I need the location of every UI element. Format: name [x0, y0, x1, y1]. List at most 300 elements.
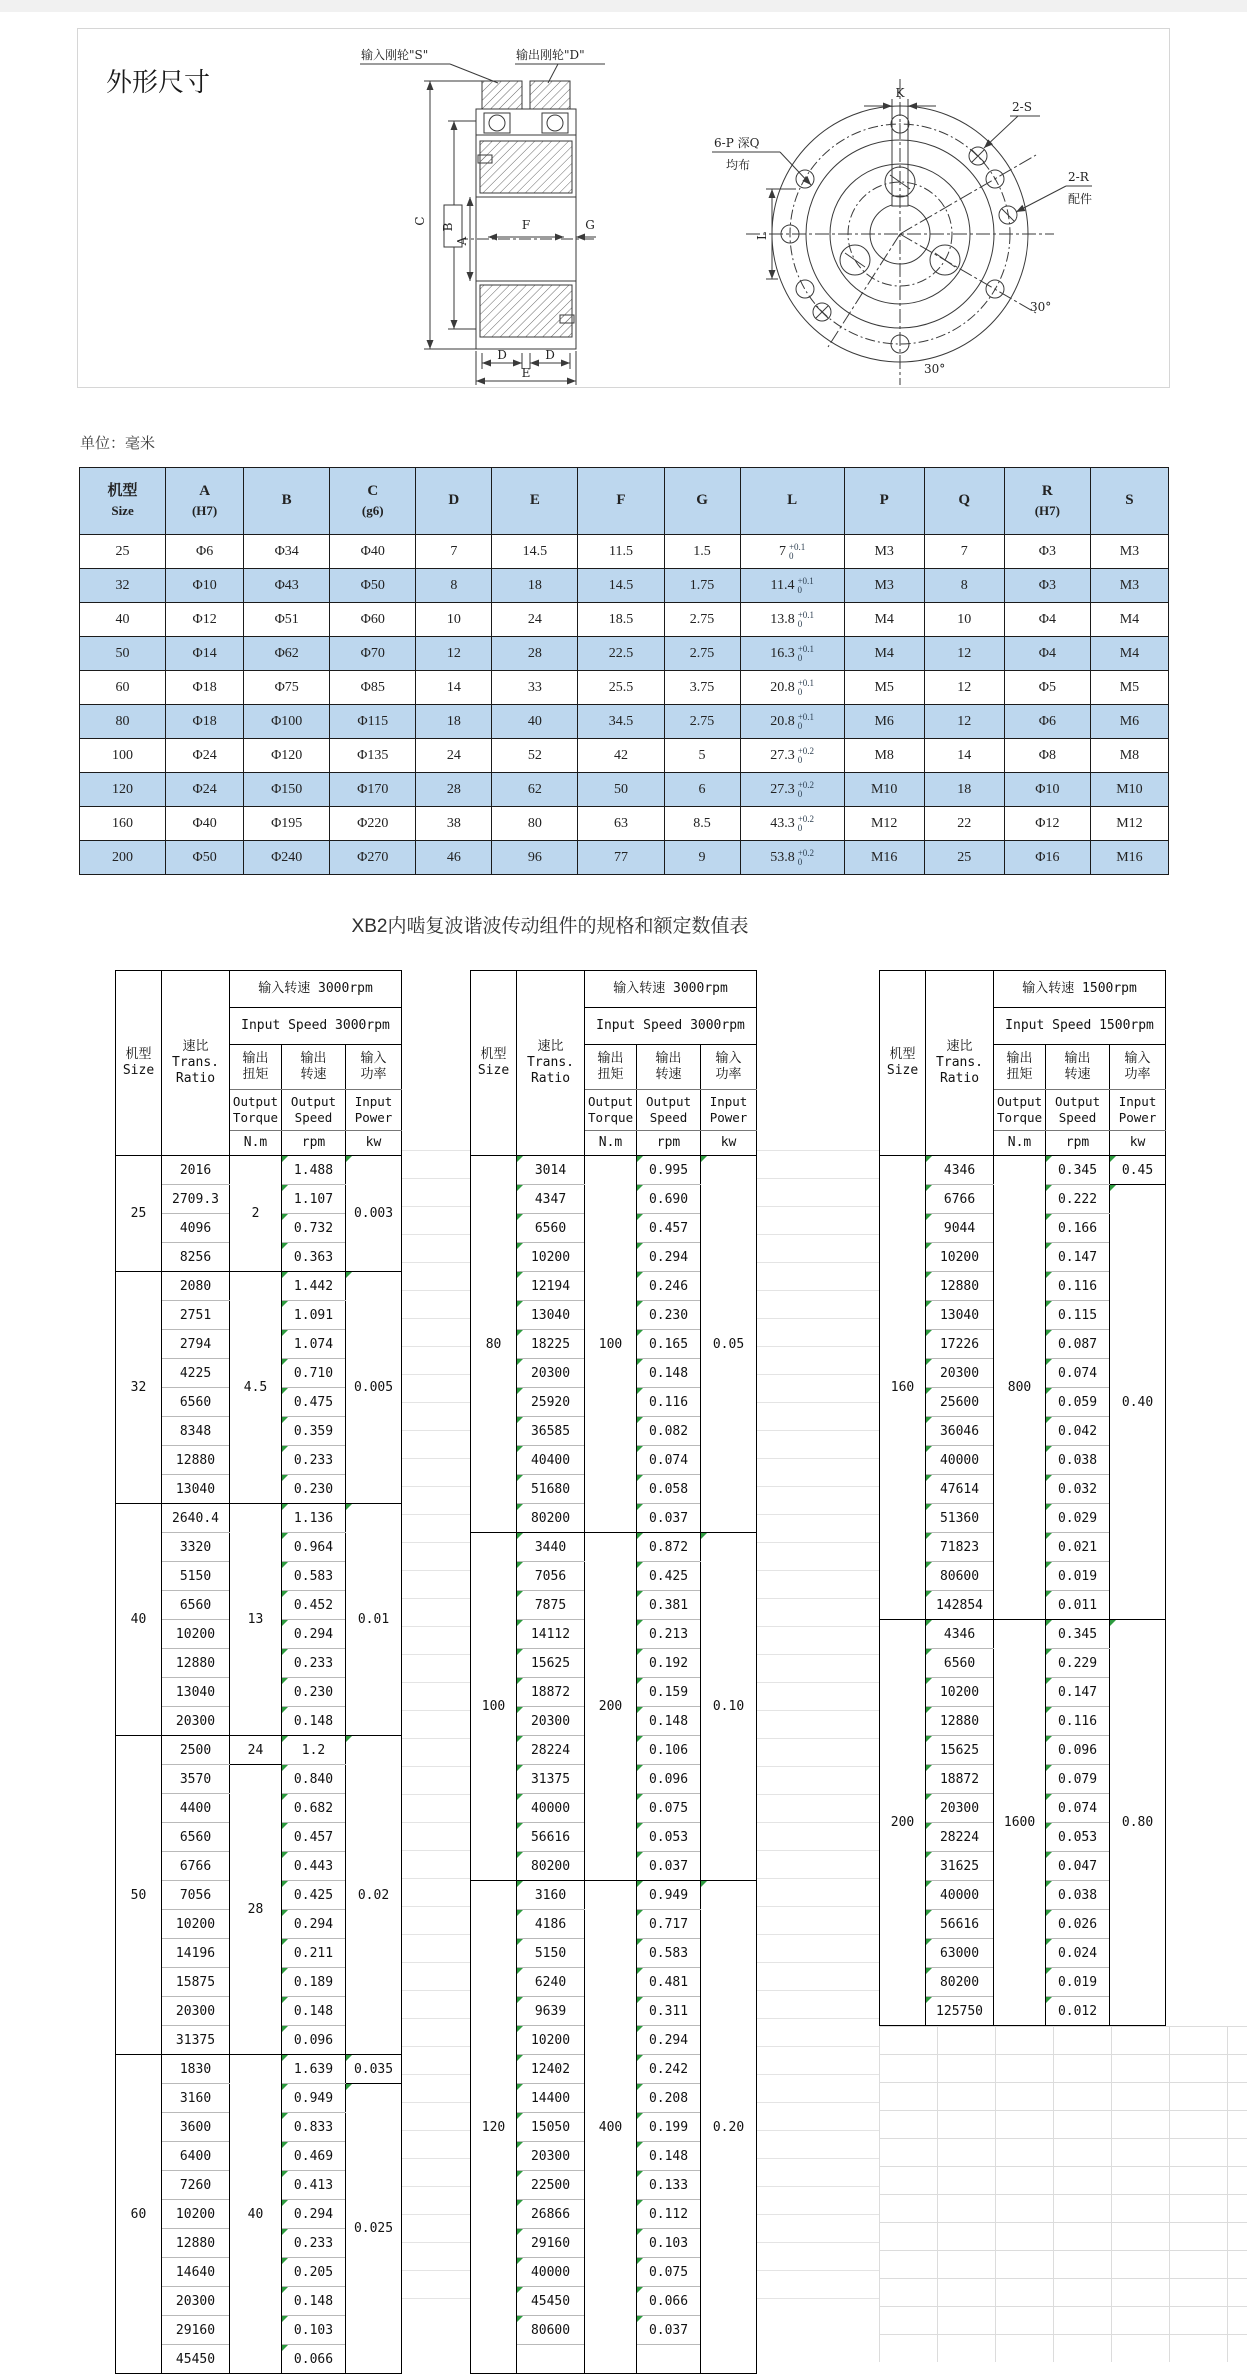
size-cell: 32 — [116, 1272, 162, 1504]
power-cell: 0.035 — [346, 2055, 402, 2084]
ratio-cell: 3320 — [162, 1533, 230, 1562]
ratio-cell: 3160 — [162, 2084, 230, 2113]
dim-cell: 12 — [924, 705, 1004, 739]
dimension-table-header — [80, 468, 1169, 535]
ratio-cell: 20300 — [517, 1707, 585, 1736]
ratio-cell: 14400 — [517, 2084, 585, 2113]
ratio-cell: 2640.4 — [162, 1504, 230, 1533]
ratio-cell: 5150 — [162, 1562, 230, 1591]
speed-cell — [637, 2345, 701, 2374]
speed-cell: 0.159 — [637, 1678, 701, 1707]
ratio-cell: 18225 — [517, 1330, 585, 1359]
table-row — [116, 1156, 402, 1185]
speed-cell: 0.037 — [637, 1852, 701, 1881]
speed-cell: 0.147 — [1046, 1678, 1110, 1707]
col-header-ratio: 速比 Trans. Ratio — [162, 971, 230, 1156]
col-header-en-1: Output Speed — [1046, 1090, 1110, 1131]
speed-cell: 0.148 — [637, 2142, 701, 2171]
dim-cell: 9 — [664, 841, 740, 875]
speed-cell: 0.233 — [282, 2229, 346, 2258]
dim-cell: Φ40 — [166, 807, 244, 841]
dimension-table-body — [80, 535, 1169, 875]
col-header-size: 机型 Size — [880, 971, 926, 1156]
col-header-en-0: Output Torque — [994, 1090, 1046, 1131]
ratio-cell: 20300 — [162, 2287, 230, 2316]
speed-cell: 0.294 — [282, 2200, 346, 2229]
dim-cell: Φ43 — [244, 569, 330, 603]
size-cell: 120 — [471, 1881, 517, 2374]
dim-cell: M3 — [844, 535, 924, 569]
ratio-cell: 12880 — [162, 2229, 230, 2258]
dim-cell: 40 — [80, 603, 166, 637]
dim-cell: 77 — [578, 841, 664, 875]
col-header-cn-2: 输入 功率 — [701, 1045, 757, 1090]
table-row — [116, 1736, 402, 1765]
dim-cell: Φ195 — [244, 807, 330, 841]
dim-cell: 25 — [80, 535, 166, 569]
ratio-cell: 10200 — [162, 1910, 230, 1939]
ratio-cell: 40000 — [517, 1794, 585, 1823]
output-wheel-label: 输出刚轮"D" — [516, 48, 585, 62]
dim-cell: 7 — [924, 535, 1004, 569]
dim-cell: M3 — [844, 569, 924, 603]
ratio-cell: 13040 — [162, 1678, 230, 1707]
drawing-title: 外形尺寸 — [106, 67, 211, 97]
speed-cell: 0.192 — [637, 1649, 701, 1678]
ratio-cell: 56616 — [926, 1910, 994, 1939]
dim-cell: 27.3 +0.2 0 — [740, 739, 844, 773]
dim-cell: 7 +0.1 0 — [740, 535, 844, 569]
table-row — [116, 1272, 402, 1301]
col-header-en-1: Output Speed — [637, 1090, 701, 1131]
speed-cell: 0.230 — [282, 1475, 346, 1504]
speed-cell: 0.148 — [282, 2287, 346, 2316]
power-cell: 0.01 — [346, 1504, 402, 1736]
speed-cell: 0.457 — [637, 1214, 701, 1243]
ratio-cell: 12880 — [162, 1446, 230, 1475]
ratio-cell: 8348 — [162, 1417, 230, 1446]
ratio-cell: 80600 — [517, 2316, 585, 2345]
ratio-cell: 3440 — [517, 1533, 585, 1562]
dim-col-header: E — [492, 468, 578, 535]
ratio-cell: 6560 — [926, 1649, 994, 1678]
dim-k-label: K — [895, 86, 905, 100]
torque-cell: 1600 — [994, 1620, 1046, 2026]
col-header-unit-0: N.m — [994, 1131, 1046, 1156]
col-header-en-2: Input Power — [346, 1090, 402, 1131]
spec-table-1 — [115, 970, 402, 2374]
ratio-cell: 8256 — [162, 1243, 230, 1272]
speed-cell: 0.011 — [1046, 1591, 1110, 1620]
table-gap — [757, 1150, 879, 2326]
dim-col-header: P — [844, 468, 924, 535]
ratio-cell: 2080 — [162, 1272, 230, 1301]
ratio-cell: 4400 — [162, 1794, 230, 1823]
col-header-en-2: Input Power — [701, 1090, 757, 1131]
dim-cell: Φ120 — [244, 739, 330, 773]
ratio-cell: 29160 — [517, 2229, 585, 2258]
ratio-cell: 12880 — [162, 1649, 230, 1678]
angle2-label: 30° — [924, 362, 946, 376]
speed-cell: 0.115 — [1046, 1301, 1110, 1330]
ratio-cell: 3570 — [162, 1765, 230, 1794]
ratio-cell: 80600 — [926, 1562, 994, 1591]
dim-cell: 25.5 — [578, 671, 664, 705]
speed-cell: 0.019 — [1046, 1562, 1110, 1591]
ratio-cell: 9044 — [926, 1214, 994, 1243]
dim-col-header: G — [664, 468, 740, 535]
ratio-cell: 7875 — [517, 1591, 585, 1620]
dim-cell: 1.5 — [664, 535, 740, 569]
size-cell: 200 — [880, 1620, 926, 2026]
dim-cell: 25 — [924, 841, 1004, 875]
speed-cell: 0.230 — [637, 1301, 701, 1330]
dim-b-label: B — [441, 222, 455, 232]
ratio-cell: 6240 — [517, 1968, 585, 1997]
ratio-cell: 12880 — [926, 1707, 994, 1736]
angle1-label: 30° — [1030, 300, 1052, 314]
table-row — [80, 807, 1169, 841]
col-header-cn-1: 输出 转速 — [1046, 1045, 1110, 1090]
speed-cell: 0.381 — [637, 1591, 701, 1620]
ratio-cell: 20300 — [162, 1707, 230, 1736]
torque-cell: 13 — [230, 1504, 282, 1736]
table-row — [880, 1620, 1166, 1649]
dim-l-label: L — [755, 232, 769, 240]
table-row — [80, 773, 1169, 807]
dim-cell: M3 — [1090, 569, 1168, 603]
dim-cell: Φ4 — [1004, 637, 1090, 671]
dim-cell: Φ170 — [330, 773, 416, 807]
torque-cell: 800 — [994, 1156, 1046, 1620]
speed-cell: 0.199 — [637, 2113, 701, 2142]
speed-cell: 0.116 — [1046, 1272, 1110, 1301]
dim-col-header: A (H7) — [166, 468, 244, 535]
speed-cell: 0.116 — [637, 1388, 701, 1417]
speed-cell: 0.096 — [1046, 1736, 1110, 1765]
dim-cell: 24 — [416, 739, 492, 773]
table-row — [80, 705, 1169, 739]
dim-cell: M10 — [1090, 773, 1168, 807]
speed-cell: 0.583 — [282, 1562, 346, 1591]
drawing-panel — [77, 28, 1170, 388]
torque-cell: 4.5 — [230, 1272, 282, 1504]
spec-table-2 — [470, 970, 757, 2374]
speed-cell: 0.345 — [1046, 1156, 1110, 1185]
dim-e-label: E — [521, 366, 531, 380]
ratio-cell: 13040 — [926, 1301, 994, 1330]
ratio-cell: 12402 — [517, 2055, 585, 2084]
col-header-cn-1: 输出 转速 — [282, 1045, 346, 1090]
dim-f-label: F — [521, 218, 531, 232]
holes-note-line1: 6-P 深Q — [714, 136, 760, 150]
dim-cell: 5 — [664, 739, 740, 773]
speed-cell: 0.833 — [282, 2113, 346, 2142]
speed-cell: 0.840 — [282, 1765, 346, 1794]
ratio-cell: 2751 — [162, 1301, 230, 1330]
speed-cell: 0.037 — [637, 1504, 701, 1533]
ratio-cell: 9639 — [517, 1997, 585, 2026]
col-header-unit-1: rpm — [1046, 1131, 1110, 1156]
table-row — [80, 739, 1169, 773]
speed-cell: 0.106 — [637, 1736, 701, 1765]
size-cell: 60 — [116, 2055, 162, 2374]
spec-table — [470, 970, 757, 2374]
speed-cell: 0.066 — [637, 2287, 701, 2316]
dim-cell: Φ100 — [244, 705, 330, 739]
size-cell: 160 — [880, 1156, 926, 1620]
dim-cell: 8 — [924, 569, 1004, 603]
speed-cell: 0.425 — [637, 1562, 701, 1591]
dim-d2-label: D — [545, 348, 555, 362]
speed-cell: 0.872 — [637, 1533, 701, 1562]
speed-cell: 0.112 — [637, 2200, 701, 2229]
speed-cell: 0.457 — [282, 1823, 346, 1852]
ratio-cell: 14196 — [162, 1939, 230, 1968]
fitting-note-line1: 2-R — [1068, 170, 1089, 184]
speed-cell: 0.165 — [637, 1330, 701, 1359]
speed-cell: 1.639 — [282, 2055, 346, 2084]
speed-cell: 0.029 — [1046, 1504, 1110, 1533]
speed-cell: 0.475 — [282, 1388, 346, 1417]
ratio-cell: 80200 — [517, 1504, 585, 1533]
speed-cell: 0.074 — [1046, 1794, 1110, 1823]
col-header-size: 机型 Size — [116, 971, 162, 1156]
input-speed-header-cn: 输入转速 3000rpm — [585, 971, 757, 1008]
torque-cell: 40 — [230, 2055, 282, 2374]
dim-cell: 80 — [492, 807, 578, 841]
ratio-cell: 80200 — [517, 1852, 585, 1881]
speed-cell: 0.148 — [637, 1707, 701, 1736]
dim-cell: 62 — [492, 773, 578, 807]
speed-cell: 0.024 — [1046, 1939, 1110, 1968]
dim-cell: 46 — [416, 841, 492, 875]
speed-cell: 1.488 — [282, 1156, 346, 1185]
dim-col-header: F — [578, 468, 664, 535]
spec-table — [879, 970, 1166, 2026]
ratio-cell: 28224 — [926, 1823, 994, 1852]
dim-d1-label: D — [497, 348, 507, 362]
dim-cell: M4 — [1090, 637, 1168, 671]
dim-cell: Φ5 — [1004, 671, 1090, 705]
power-cell: 0.02 — [346, 1736, 402, 2055]
dim-cell: 14 — [416, 671, 492, 705]
dim-cell: 12 — [924, 671, 1004, 705]
dim-cell: 50 — [578, 773, 664, 807]
ratio-cell: 13040 — [517, 1301, 585, 1330]
ratio-cell: 12194 — [517, 1272, 585, 1301]
ratio-cell: 18872 — [517, 1678, 585, 1707]
dim-c-label: C — [413, 216, 427, 226]
dim-cell: M4 — [1090, 603, 1168, 637]
dim-cell: 3.75 — [664, 671, 740, 705]
dim-cell: Φ4 — [1004, 603, 1090, 637]
ratio-cell: 25920 — [517, 1388, 585, 1417]
ratio-cell: 3600 — [162, 2113, 230, 2142]
dim-cell: Φ24 — [166, 773, 244, 807]
dim-cell: 2.75 — [664, 637, 740, 671]
dim-col-header: Q — [924, 468, 1004, 535]
speed-cell: 0.242 — [637, 2055, 701, 2084]
ratio-cell: 25600 — [926, 1388, 994, 1417]
speed-cell: 0.148 — [282, 1997, 346, 2026]
dim-cell: 18 — [416, 705, 492, 739]
torque-cell: 200 — [585, 1533, 637, 1881]
ratio-cell: 15050 — [517, 2113, 585, 2142]
dim-cell: Φ24 — [166, 739, 244, 773]
table-row — [880, 1156, 1166, 1185]
ratio-cell: 5150 — [517, 1939, 585, 1968]
ratio-cell: 40000 — [926, 1881, 994, 1910]
col-header-en-2: Input Power — [1110, 1090, 1166, 1131]
dim-cell: M16 — [1090, 841, 1168, 875]
dim-cell: 8 — [416, 569, 492, 603]
speed-cell: 0.066 — [282, 2345, 346, 2374]
ratio-cell: 26866 — [517, 2200, 585, 2229]
speed-cell: 0.469 — [282, 2142, 346, 2171]
col-header-cn-2: 输入 功率 — [1110, 1045, 1166, 1090]
dim-cell: M5 — [1090, 671, 1168, 705]
speed-cell: 0.443 — [282, 1852, 346, 1881]
ratio-cell: 13040 — [162, 1475, 230, 1504]
ratio-cell: 47614 — [926, 1475, 994, 1504]
table-row — [80, 841, 1169, 875]
speed-cell: 0.246 — [637, 1272, 701, 1301]
dim-cell: Φ14 — [166, 637, 244, 671]
speed-cell: 0.211 — [282, 1939, 346, 1968]
dim-cell: Φ8 — [1004, 739, 1090, 773]
dim-cell: Φ12 — [166, 603, 244, 637]
dim-col-header: L — [740, 468, 844, 535]
dim-cell: M3 — [1090, 535, 1168, 569]
dim-cell: 42 — [578, 739, 664, 773]
dim-cell: M10 — [844, 773, 924, 807]
power-cell: 0.05 — [701, 1156, 757, 1533]
speed-cell: 0.037 — [637, 2316, 701, 2345]
dim-g-label: G — [585, 218, 595, 232]
input-speed-header-en: Input Speed 1500rpm — [994, 1008, 1166, 1045]
spec-table-3 — [879, 970, 1165, 2362]
ratio-cell: 29160 — [162, 2316, 230, 2345]
col-header-en-0: Output Torque — [230, 1090, 282, 1131]
speed-cell: 0.075 — [637, 1794, 701, 1823]
ratio-cell: 20300 — [517, 2142, 585, 2171]
dim-cell: 14.5 — [578, 569, 664, 603]
dim-cell: 1.75 — [664, 569, 740, 603]
col-header-ratio: 速比 Trans. Ratio — [517, 971, 585, 1156]
ratio-cell: 142854 — [926, 1591, 994, 1620]
dim-cell: 53.8 +0.2 0 — [740, 841, 844, 875]
ratio-cell: 36585 — [517, 1417, 585, 1446]
speed-cell: 0.103 — [637, 2229, 701, 2258]
spec-tables — [115, 970, 1247, 2374]
torque-cell: 100 — [585, 1156, 637, 1533]
table-row — [471, 1881, 757, 1910]
dim-cell: Φ50 — [330, 569, 416, 603]
speed-cell: 0.026 — [1046, 1910, 1110, 1939]
speed-cell: 0.205 — [282, 2258, 346, 2287]
dim-cell: M16 — [844, 841, 924, 875]
input-speed-header-en: Input Speed 3000rpm — [585, 1008, 757, 1045]
spec-table — [115, 970, 402, 2374]
dim-cell: Φ85 — [330, 671, 416, 705]
torque-cell: 28 — [230, 1765, 282, 2055]
ratio-cell: 7260 — [162, 2171, 230, 2200]
speed-cell: 0.345 — [1046, 1620, 1110, 1649]
dim-cell: Φ60 — [330, 603, 416, 637]
dim-cell: M8 — [1090, 739, 1168, 773]
ratio-cell: 15625 — [926, 1736, 994, 1765]
dim-cell: 80 — [80, 705, 166, 739]
col-header-size: 机型 Size — [471, 971, 517, 1156]
table-row — [80, 535, 1169, 569]
ratio-cell: 28224 — [517, 1736, 585, 1765]
dim-cell: Φ150 — [244, 773, 330, 807]
col-header-unit-2: kw — [701, 1131, 757, 1156]
power-cell: 0.025 — [346, 2084, 402, 2374]
ratio-cell: 3014 — [517, 1156, 585, 1185]
ratio-cell: 6766 — [926, 1185, 994, 1214]
ratio-cell: 10200 — [162, 2200, 230, 2229]
power-cell: 0.003 — [346, 1156, 402, 1272]
dim-cell: 34.5 — [578, 705, 664, 739]
speed-cell: 0.021 — [1046, 1533, 1110, 1562]
dim-cell: 22 — [924, 807, 1004, 841]
size-cell: 50 — [116, 1736, 162, 2055]
ratio-cell — [517, 2345, 585, 2374]
torque-cell: 2 — [230, 1156, 282, 1272]
dim-cell: Φ270 — [330, 841, 416, 875]
ratio-cell: 17226 — [926, 1330, 994, 1359]
speed-cell: 0.079 — [1046, 1765, 1110, 1794]
speed-cell: 0.995 — [637, 1156, 701, 1185]
speed-cell: 0.233 — [282, 1446, 346, 1475]
speed-cell: 0.103 — [282, 2316, 346, 2345]
speed-cell: 0.019 — [1046, 1968, 1110, 1997]
ratio-cell: 3160 — [517, 1881, 585, 1910]
dim-cell: M4 — [844, 603, 924, 637]
dim-cell: 22.5 — [578, 637, 664, 671]
speed-cell: 1.074 — [282, 1330, 346, 1359]
dim-cell: 8.5 — [664, 807, 740, 841]
ratio-cell: 20300 — [517, 1359, 585, 1388]
ratio-cell: 31375 — [162, 2026, 230, 2055]
ratio-cell: 6400 — [162, 2142, 230, 2171]
dim-cell: 60 — [80, 671, 166, 705]
power-cell: 0.40 — [1110, 1185, 1166, 1620]
dim-cell: M8 — [844, 739, 924, 773]
speed-cell: 0.074 — [637, 1446, 701, 1475]
table-row — [80, 603, 1169, 637]
speed-cell: 0.148 — [637, 1359, 701, 1388]
speed-cell: 0.038 — [1046, 1446, 1110, 1475]
speed-cell: 0.096 — [282, 2026, 346, 2055]
dim-cell: Φ3 — [1004, 569, 1090, 603]
dim-cell: M12 — [1090, 807, 1168, 841]
ratio-cell: 4346 — [926, 1620, 994, 1649]
dim-cell: 12 — [924, 637, 1004, 671]
speed-cell: 0.222 — [1046, 1185, 1110, 1214]
power-cell: 0.005 — [346, 1272, 402, 1504]
speed-cell: 0.038 — [1046, 1881, 1110, 1910]
ratio-cell: 15875 — [162, 1968, 230, 1997]
speed-cell: 0.363 — [282, 1243, 346, 1272]
ratio-cell: 2794 — [162, 1330, 230, 1359]
ratio-cell: 40400 — [517, 1446, 585, 1475]
ratio-cell: 125750 — [926, 1997, 994, 2026]
input-speed-header-cn: 输入转速 3000rpm — [230, 971, 402, 1008]
size-cell: 80 — [471, 1156, 517, 1533]
